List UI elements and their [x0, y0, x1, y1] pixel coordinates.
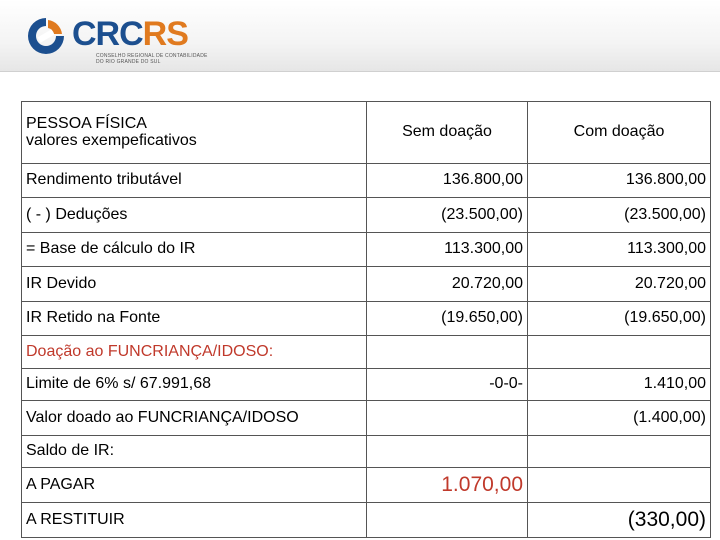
logo-wordmark: [72, 14, 188, 54]
saldo-title-row: [22, 435, 711, 467]
a-pagar-sem: 1.070,00: [367, 467, 528, 503]
valor-doado-com: (1.400,00): [528, 401, 711, 436]
empty-cell: [367, 401, 528, 436]
logo-word-part2: RS: [142, 15, 188, 53]
limite-sem: -0-0-: [367, 368, 528, 400]
header-com-doacao: Com doação: [528, 102, 711, 164]
table-row: [22, 198, 711, 233]
row-value-com: (19.650,00): [528, 301, 711, 336]
table-row: [22, 301, 711, 336]
limite-com: 1.410,00: [528, 368, 711, 400]
row-value-com: 113.300,00: [528, 232, 711, 267]
ir-comparison-table: [21, 101, 711, 538]
table-row: [22, 267, 711, 302]
table-header-row: [22, 102, 711, 164]
table-row: [22, 401, 711, 436]
header-sem-doacao: Sem doação: [367, 102, 528, 164]
row-value-com: 136.800,00: [528, 163, 711, 198]
table-row: [22, 503, 711, 538]
row-value-sem: (19.650,00): [367, 301, 528, 336]
row-value-com: (23.500,00): [528, 198, 711, 233]
header-label-line1: PESSOA FÍSICA: [26, 115, 147, 133]
header-label-cell: [22, 102, 367, 164]
valor-doado-label: Valor doado ao FUNCRIANÇA/IDOSO: [22, 401, 367, 436]
table-row: [22, 368, 711, 400]
saldo-title: Saldo de IR:: [22, 435, 367, 467]
a-restituir-com: (330,00): [528, 503, 711, 538]
empty-cell: [367, 503, 528, 538]
row-label: ( - ) Deduções: [22, 198, 367, 233]
logo-mark-icon: [26, 16, 66, 56]
empty-cell: [528, 336, 711, 368]
doacao-title: Doação ao FUNCRIANÇA/IDOSO:: [22, 336, 367, 368]
empty-cell: [528, 467, 711, 503]
row-value-sem: 20.720,00: [367, 267, 528, 302]
a-pagar-label: A PAGAR: [22, 467, 367, 503]
row-label: = Base de cálculo do IR: [22, 232, 367, 267]
row-label: IR Devido: [22, 267, 367, 302]
empty-cell: [528, 435, 711, 467]
limite-label: Limite de 6% s/ 67.991,68: [22, 368, 367, 400]
table-row: [22, 467, 711, 503]
header-label-line2: valores exempeficativos: [26, 132, 197, 150]
row-value-sem: 136.800,00: [367, 163, 528, 198]
logo-subtitle: [96, 53, 208, 65]
empty-cell: [367, 336, 528, 368]
logo-subtitle-line2: DO RIO GRANDE DO SUL: [96, 59, 161, 65]
row-label: Rendimento tributável: [22, 163, 367, 198]
row-label: IR Retido na Fonte: [22, 301, 367, 336]
logo-word-part1: CRC: [72, 15, 143, 53]
row-value-com: 20.720,00: [528, 267, 711, 302]
row-value-sem: 113.300,00: [367, 232, 528, 267]
empty-cell: [367, 435, 528, 467]
doacao-title-row: [22, 336, 711, 368]
a-restituir-label: A RESTITUIR: [22, 503, 367, 538]
logo-subtitle-line1: CONSELHO REGIONAL DE CONTABILIDADE: [96, 53, 208, 59]
table-row: [22, 232, 711, 267]
header-band: [0, 0, 720, 72]
row-value-sem: (23.500,00): [367, 198, 528, 233]
table-row: [22, 163, 711, 198]
